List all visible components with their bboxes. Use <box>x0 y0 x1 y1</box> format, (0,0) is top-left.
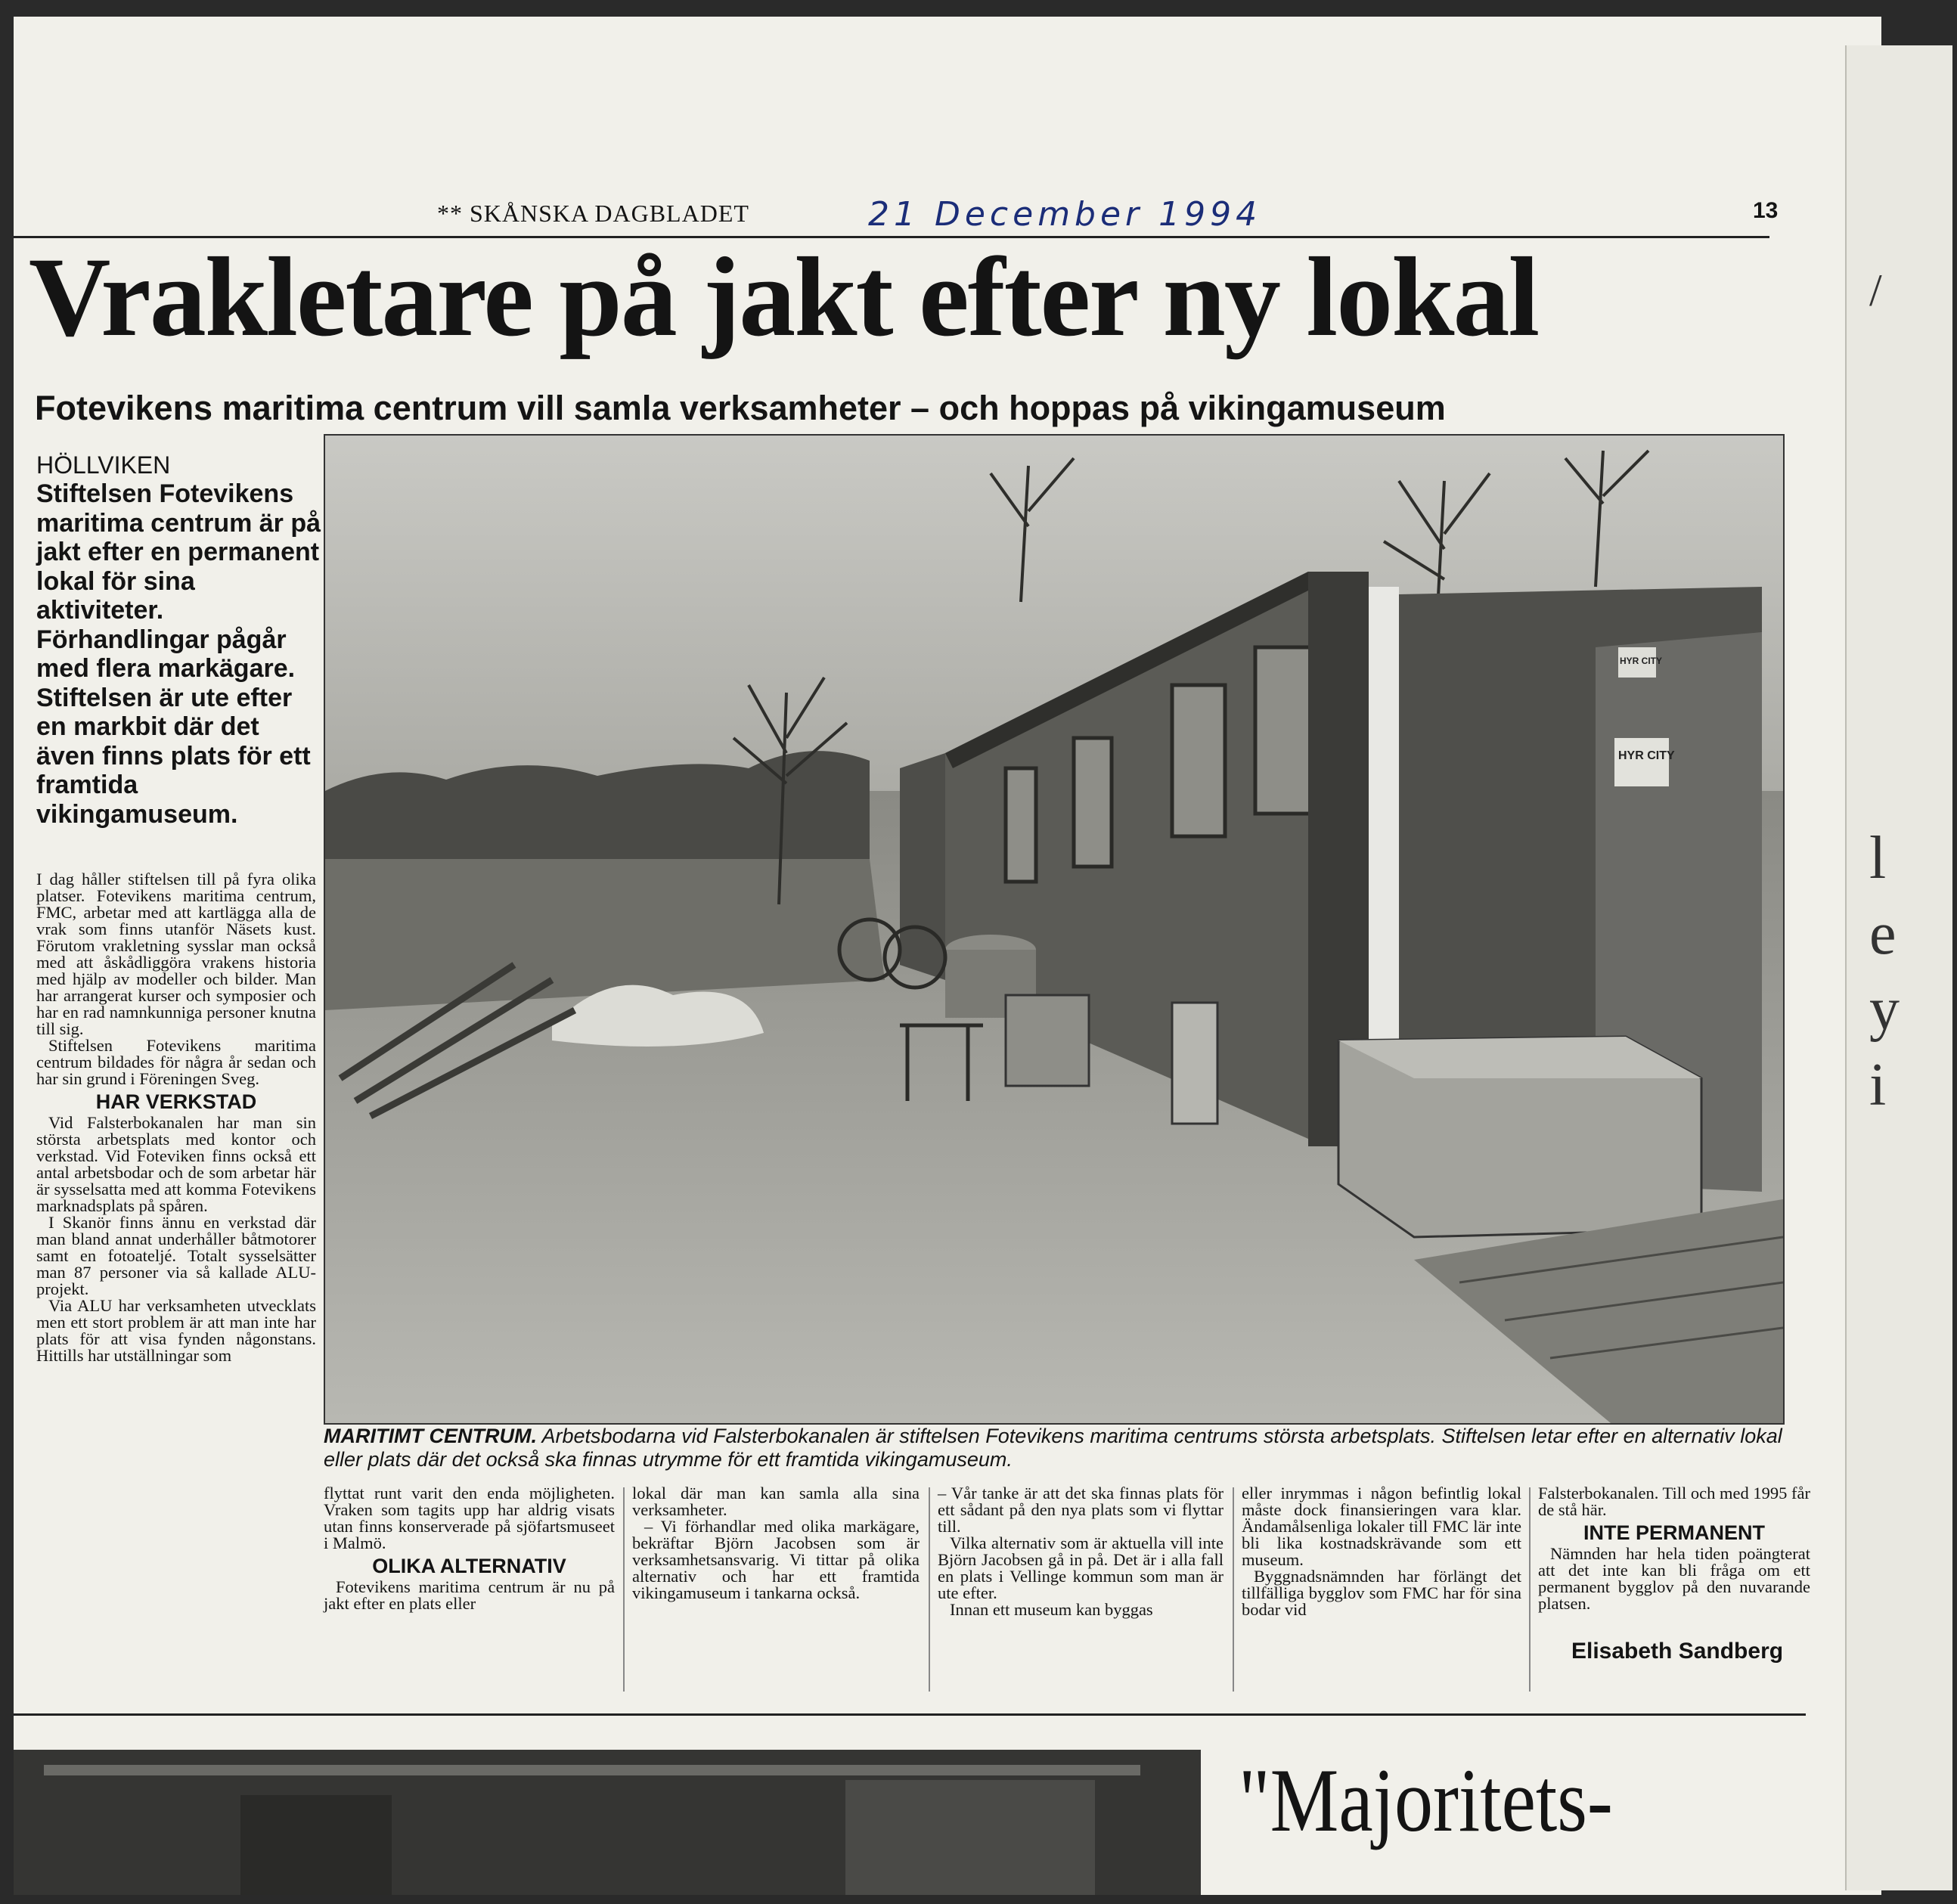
article-column-4 <box>938 1485 1224 1618</box>
body-paragraph: – Vi förhandlar med olika markägare, bekräftar Björn Jacobsen som är verksamhetsansvarig. Vi tittar på olika alternativ och har ett framtida vikingamuseum i tankarna också. <box>632 1517 920 1602</box>
body-paragraph: Vid Falsterbokanalen har man sin största arbetsplats med kontor och verkstad. Vid Foteviken finns också ett antal arbetsbodar och de som arbetar här är sysselsatta med att komma Fotevikens marknadsplats på spåren. <box>36 1113 316 1215</box>
article-column-2 <box>324 1485 615 1612</box>
body-paragraph: – Vår tanke är att det ska finnas plats för ett sådant på den nya plats som vi flyttar till. <box>938 1484 1224 1536</box>
column-divider <box>929 1487 930 1692</box>
column-divider <box>1233 1487 1234 1692</box>
subhead-har-verkstad: HAR VERKSTAD <box>95 1090 257 1113</box>
body-paragraph: Fotevikens maritima centrum är nu på jakt efter en plats eller <box>324 1577 615 1613</box>
photo-sign-small: HYR CITY <box>1620 656 1663 666</box>
edge-fragment: y <box>1869 976 1900 1043</box>
bottom-rule <box>14 1713 1806 1716</box>
lede-paragraph: Stiftelsen Fotevikens maritima centrum är på jakt efter en permanent lokal för sina aktiviteter. Förhandlingar pågår med flera markägare. <box>36 479 321 683</box>
next-article-photo-scene <box>14 1750 1201 1895</box>
lede-paragraph: Stiftelsen är ute efter en markbit där det även finns plats för ett framtida vikingamuseum. <box>36 683 311 829</box>
body-paragraph: I Skanör finns ännu en verkstad där man bland annat underhåller båtmotorer samt en fotoateljé. Totalt sysselsätter man 87 personer via så kallade ALU-projekt. <box>36 1213 316 1298</box>
article-column-1 <box>36 871 316 1364</box>
photo-caption <box>324 1425 1806 1471</box>
subhead-olika-alternativ: OLIKA ALTERNATIV <box>372 1555 566 1577</box>
article-photo <box>324 434 1785 1425</box>
dateline: HÖLLVIKEN <box>36 451 171 479</box>
column-divider <box>1529 1487 1531 1692</box>
edge-fragment: l <box>1869 825 1887 892</box>
column-divider <box>623 1487 625 1692</box>
body-paragraph: lokal där man kan samla alla sina verksamheter. <box>632 1484 920 1519</box>
newspaper-clipping <box>14 17 1881 1895</box>
article-column-6 <box>1538 1485 1810 1612</box>
caption-text: Arbetsbodarna vid Falsterbokanalen är stiftelsen Fotevikens maritima centrums största arbetsplats. Stiftelsen letar efter en alternativ lokal eller plats där det också ska finnas utrymme för ett framtida vikingamuseum. <box>324 1425 1782 1471</box>
adjacent-page-edge <box>1845 45 1952 1890</box>
body-paragraph: Vilka alternativ som är aktuella vill inte Björn Jacobsen gå in på. Det är i alla fall en plats i Vellinge kommun som man är ute efter. <box>938 1533 1224 1602</box>
body-paragraph: eller inrymmas i någon befintlig lokal måste dock finansieringen vara klar. Ändamålsenliga lokaler till FMC lär inte bli lika kostnadskrävande som ett museum. <box>1242 1484 1521 1569</box>
body-paragraph: Falsterbokanalen. Till och med 1995 får de stå här. <box>1538 1484 1810 1519</box>
body-paragraph: Innan ett museum kan byggas <box>950 1600 1153 1619</box>
article-column-5 <box>1242 1485 1521 1618</box>
body-paragraph: flyttat runt varit den enda möjligheten. Vraken som tagits upp har aldrig visats utan finns konserverade på sjöfartsmuseet i Malmö. <box>324 1484 615 1552</box>
next-article-headline: "Majoritets- <box>1239 1750 1613 1850</box>
lede <box>36 479 324 829</box>
body-paragraph: Nämnden har hela tiden poängterat att det inte kan bli fråga om ett permanent bygglov på den nuvarande platsen. <box>1538 1544 1810 1613</box>
photo-scene <box>325 436 1783 1423</box>
page-number: 13 <box>1753 198 1779 223</box>
byline: Elisabeth Sandberg <box>1571 1639 1784 1664</box>
edge-fragment: i <box>1869 1052 1887 1118</box>
edge-fragment: e <box>1869 901 1897 967</box>
headline: Vrakletare på jakt efter ny lokal <box>29 234 1539 360</box>
photo-sign-large: HYR CITY <box>1618 749 1675 762</box>
edge-fragment: / <box>1869 265 1882 315</box>
article-column-3 <box>632 1485 920 1602</box>
body-paragraph: Stiftelsen Fotevikens maritima centrum bildades för några år sedan och har sin grund i Föreningen Sveg. <box>36 1036 316 1088</box>
handwritten-date: 21 December 1994 <box>868 195 1262 234</box>
subheadline: Fotevikens maritima centrum vill samla verksamheter – och hoppas på vikingamuseum <box>35 389 1446 427</box>
masthead: ** SKÅNSKA DAGBLADET <box>437 200 749 227</box>
next-article-photo <box>14 1750 1201 1895</box>
body-paragraph: Via ALU har verksamheten utvecklats men ett stort problem är att man inte har plats för att visa fynden någonstans. Hittills har utställningar som <box>36 1296 316 1365</box>
body-paragraph: I dag håller stiftelsen till på fyra olika platser. Fotevikens maritima centrum, FMC, arbetar med att kartlägga alla de vrak som finns utanför Näsets kust. Förutom vrakletning sysslar man också med att åskådliggöra vrakens historia med hjälp av modeller och bilder. Man har arrangerat kurser och symposier och har en rad namnkunniga personer knutna till sig. <box>36 870 316 1038</box>
caption-lead: MARITIMT CENTRUM. <box>324 1425 537 1447</box>
subhead-inte-permanent: INTE PERMANENT <box>1583 1521 1765 1544</box>
body-paragraph: Byggnadsnämnden har förlängt det tillfälliga bygglov som FMC har för sina bodar vid <box>1242 1567 1521 1619</box>
